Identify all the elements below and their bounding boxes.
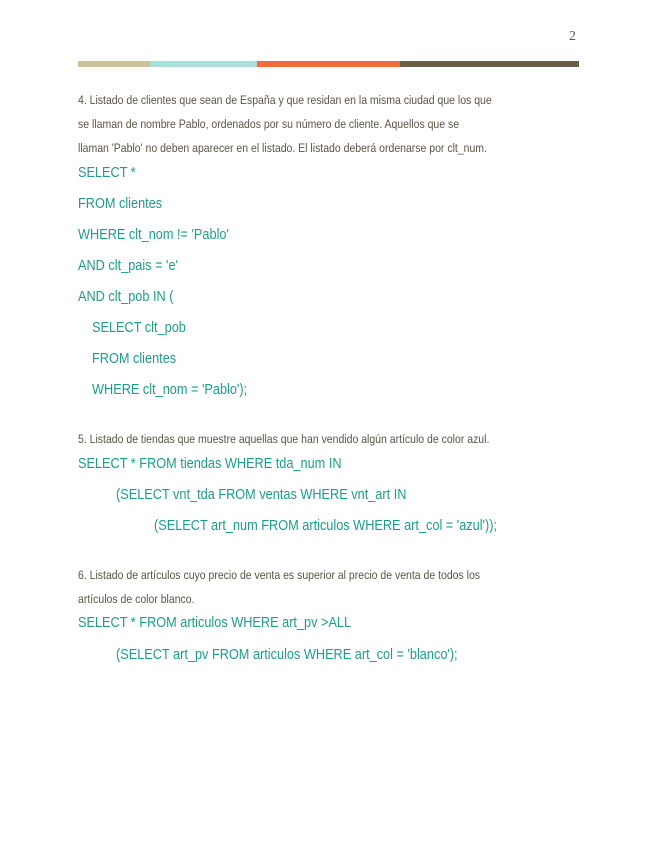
page-number: 2 — [569, 29, 576, 44]
header-bar-segment-3 — [257, 61, 400, 67]
q6-text-line-2: artículos de color blanco. — [78, 592, 195, 606]
q6-text-line-1: 6. Listado de artículos cuyo precio de venta es superior al precio de venta de todos los — [78, 568, 481, 582]
q5-code-line: (SELECT vnt_tda FROM ventas WHERE vnt_art IN — [116, 487, 407, 503]
header-bar-segment-4 — [400, 61, 579, 67]
q4-code-line: SELECT clt_pob — [92, 320, 186, 336]
q6-code-line: (SELECT art_pv FROM articulos WHERE art_col = 'blanco'); — [116, 647, 458, 663]
q4-code-line: WHERE clt_nom = 'Pablo'); — [92, 382, 248, 398]
q4-code-line: AND clt_pob IN ( — [78, 289, 174, 305]
q4-code-line: WHERE clt_nom != 'Pablo' — [78, 227, 229, 243]
q4-text-line-1: 4. Listado de clientes que sean de España y que residan en la misma ciudad que los que — [78, 93, 492, 107]
q4-code-line: FROM clientes — [78, 196, 163, 212]
q5-text-line-1: 5. Listado de tiendas que muestre aquellas que han vendido algún artículo de color azul. — [78, 432, 490, 446]
q5-code-line: SELECT * FROM tiendas WHERE tda_num IN — [78, 456, 342, 472]
q4-text-line-3: llaman 'Pablo' no deben aparecer en el listado. El listado deberá ordenarse por clt_num. — [78, 141, 487, 155]
q4-code-line: SELECT * — [78, 165, 136, 181]
header-bar-segment-1 — [78, 61, 150, 67]
q5-code-line: (SELECT art_num FROM articulos WHERE art_col = 'azul')); — [154, 518, 498, 534]
q6-code-line: SELECT * FROM articulos WHERE art_pv >ALL — [78, 615, 352, 631]
q4-text-line-2: se llaman de nombre Pablo, ordenados por su número de cliente. Aquellos que se — [78, 117, 460, 131]
header-bar-segment-2 — [150, 61, 257, 67]
q4-code-line: FROM clientes — [92, 351, 177, 367]
q4-code-line: AND clt_pais = 'e' — [78, 258, 178, 274]
